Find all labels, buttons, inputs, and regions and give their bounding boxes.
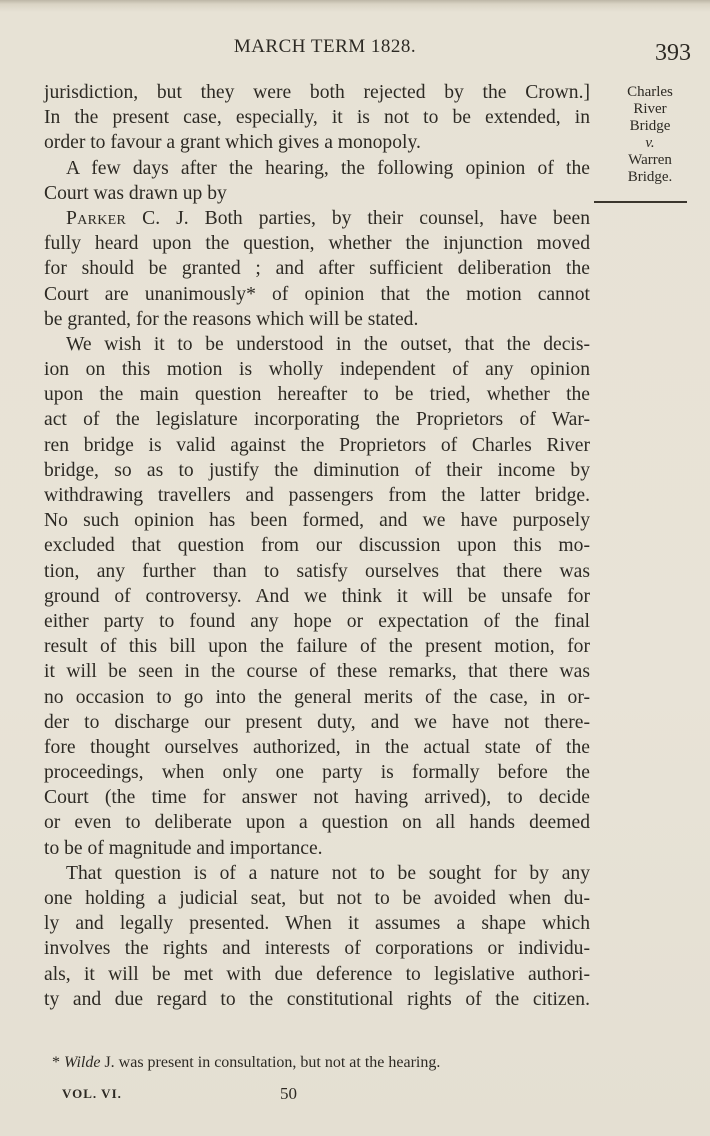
text-line: or even to deliberate upon a question on all hands deemed <box>44 812 590 834</box>
text-line: A few days after the hearing, the following opinion of the <box>66 157 590 179</box>
text-line: Court are unanimously* of opinion that the motion cannot <box>44 283 590 305</box>
text-line: ty and due regard to the constitutional rights of the citizen. <box>44 988 590 1010</box>
text-line: no occasion to go into the general merits of the case, in or- <box>44 686 590 708</box>
text-line: either party to found any hope or expectation of the final <box>44 610 590 632</box>
footnote-judge: Wilde <box>64 1054 101 1071</box>
sheet-number: 50 <box>280 1084 297 1103</box>
text-line: fore thought ourselves authorized, in the actual state of the <box>44 736 590 758</box>
text-line: act of the legislature incorporating the Proprietors of War- <box>44 409 590 431</box>
text-line: it will be seen in the course of these remarks, that there was <box>44 661 590 683</box>
volume-signature: VOL. VI. <box>62 1086 122 1101</box>
text-line: order to favour a grant which gives a monopoly. <box>44 132 421 154</box>
text-line: withdrawing travellers and passengers from the latter bridge. <box>44 485 590 506</box>
text-line: der to discharge our present duty, and we have not there- <box>44 711 590 733</box>
text-line: result of this bill upon the failure of the present motion, for <box>44 636 590 658</box>
text-line: upon the main question hereafter to be tried, whether the <box>44 384 590 406</box>
text-line: We wish it to be understood in the outset, that the decis- <box>66 333 590 355</box>
text-line: excluded that question from our discussion upon this mo- <box>44 535 590 557</box>
text-line: In the present case, especially, it is not to be extended, in <box>44 107 590 129</box>
running-head: MARCH TERM 1828. <box>233 36 417 57</box>
judge-name: Parker <box>66 207 127 229</box>
text-line: ion on this motion is wholly independent of any opinion <box>44 359 590 381</box>
text-line: Court (the time for answer not having arrived), to decide <box>44 787 590 809</box>
text-line: to be of magnitude and importance. <box>44 837 323 859</box>
text-line: C. J. Both parties, by their counsel, have been <box>142 207 591 229</box>
sidenote-line: River <box>633 101 667 117</box>
text-line: jurisdiction, but they were both rejected by the Crown.] <box>44 82 590 103</box>
body-text <box>44 80 590 1012</box>
sidenote-line: v. <box>645 135 655 151</box>
text-line: ren bridge is valid against the Proprietors of Charles River <box>44 434 590 456</box>
text-line: No such opinion has been formed, and we have purposely <box>44 510 590 532</box>
footnote <box>52 1054 440 1072</box>
text-line: bridge, so as to justify the diminution of their income by <box>44 459 590 481</box>
footnote-text: J. was present in consultation, but not at the hearing. <box>100 1054 441 1071</box>
sidenote-line: Warren <box>628 152 672 168</box>
text-line: fully heard upon the question, whether the injunction moved <box>44 233 590 255</box>
text-line: one holding a judicial seat, but not to be avoided when du- <box>44 888 590 909</box>
sidenote-line: Bridge <box>629 118 671 134</box>
footnote-marker: * <box>52 1054 64 1071</box>
sidenote-line: Charles <box>627 84 673 100</box>
sidenote-line: Bridge. <box>627 169 673 185</box>
text-line: involves the rights and interests of corporations or individu- <box>44 938 590 960</box>
text-line: als, it will be met with due deference to legislative authori- <box>44 963 590 985</box>
opinion-opening-line <box>44 206 590 231</box>
text-line: for should be granted ; and after sufficient deliberation the <box>44 258 590 280</box>
marginal-note <box>614 84 686 186</box>
text-line: That question is of a nature not to be sought for by any <box>66 862 590 884</box>
text-line: ly and legally presented. When it assumes a shape which <box>44 913 590 935</box>
text-line: be granted, for the reasons which will be stated. <box>44 308 419 330</box>
text-line: Court was drawn up by <box>44 182 227 204</box>
sidenote-rule <box>594 201 687 203</box>
text-line: ground of controversy. And we think it will be unsafe for <box>44 585 590 607</box>
text-line: proceedings, when only one party is formally before the <box>44 762 590 784</box>
text-line: tion, any further than to satisfy ourselves that there was <box>44 560 590 582</box>
page-number: 393 <box>655 40 691 66</box>
